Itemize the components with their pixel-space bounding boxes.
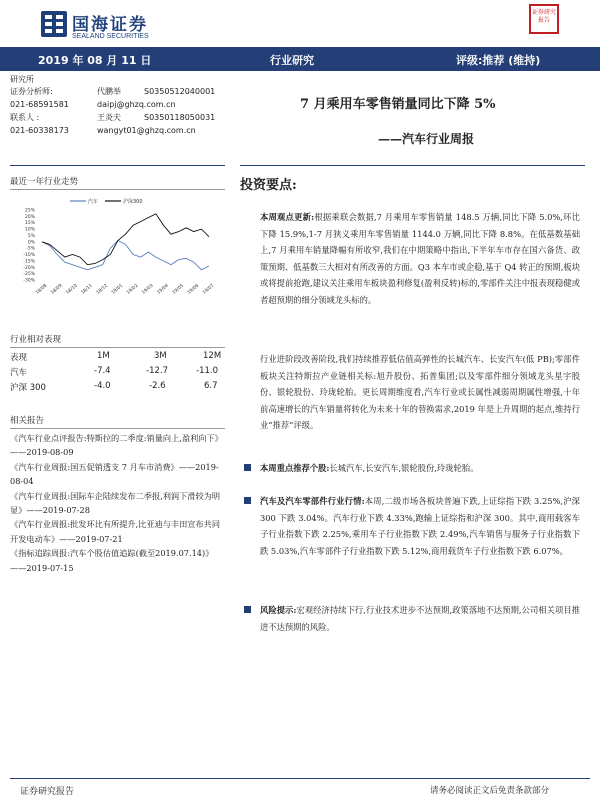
- footer-left: 证券研究报告: [20, 787, 75, 797]
- bullet-text: 本周,二级市场各板块普遍下跌,上证综指下跌 3.25%,沪深 300 下跌 3.04%。汽车行业下跌 4.33%,跑输上证综指和沪深 300。其中,商用载客车子行业指数下跌 2.25%,乘用车子行业指数下跌 2.49%,汽车销售与服务子行业指数下跌 5.03%,汽车零部件子行业指数下跌 5.12%,商用载货车子行业指数下跌 6.07%。: [260, 496, 580, 556]
- report-rating: 评级:推荐 (维持): [456, 54, 541, 67]
- table-header-cell: 12M: [203, 351, 222, 361]
- related-report-item[interactable]: 《汽车行业周报:批发环比有所提升,比亚迪与丰田宣布共同开发电动车》——2019-07-21: [10, 519, 221, 544]
- x-tick-label: 18/10: [65, 283, 79, 296]
- investment-para-1: [260, 209, 580, 308]
- y-tick-label: -10%: [23, 253, 35, 259]
- x-tick-label: 19/03: [141, 283, 155, 296]
- institute-label: 研究所: [10, 75, 34, 84]
- investment-bullet-3: [260, 602, 580, 635]
- bullet-icon: [244, 606, 251, 613]
- y-tick-label: 10%: [24, 227, 35, 233]
- y-tick-label: -25%: [23, 272, 35, 278]
- investment-para-2: [260, 351, 580, 434]
- table-header-cell: 1M: [97, 351, 110, 361]
- y-tick-label: 5%: [27, 233, 35, 239]
- bullet-text: 宏观经济持续下行,行业技术进步不达预期,政策落地不达预期,公司相关项目推进不达预期的风险。: [260, 605, 580, 632]
- table-cell: -2.6: [149, 381, 166, 391]
- related-report-item[interactable]: 《指标追踪周报:汽车个股估值追踪(截至2019.07.14)》——2019-07-15: [10, 548, 214, 573]
- analyst-email[interactable]: daipj@ghzq.com.cn: [97, 100, 176, 109]
- table-header-cell: 表现: [10, 353, 28, 363]
- related-section-title: 相关报告: [10, 416, 45, 426]
- y-tick-label: 0%: [27, 240, 35, 246]
- trend-section-title: 最近一年行业走势: [10, 177, 79, 187]
- related-report-item[interactable]: 《汽车行业点评报告:特斯拉的二季度:销量向上,盈利向下》——2019-08-09: [10, 433, 223, 458]
- bullet-label: 汽车及汽车零部件行业行情:: [260, 496, 365, 506]
- bullet-text: 长城汽车,长安汽车,银轮股份,玲珑轮胎。: [329, 463, 479, 473]
- table-cell: -11.0: [196, 366, 218, 376]
- x-tick-label: 19/07: [202, 283, 216, 296]
- report-date: 2019 年 08 月 11 日: [38, 54, 152, 67]
- related-report-item[interactable]: 《汽车行业周报:国际车企陆续发布二季报,利润下滑较为明显》——2019-07-28: [10, 490, 221, 516]
- bullet-label: 本周重点推荐个股:: [260, 463, 330, 473]
- contact-name: 王炎夫: [97, 113, 121, 122]
- legend-label-hs300: 沪深300: [123, 199, 143, 205]
- perf-section-title: 行业相对表现: [10, 335, 62, 345]
- brand-name-en: SEALAND SECURITIES: [72, 33, 149, 40]
- contact-email[interactable]: wangyt01@ghzq.com.cn: [97, 126, 196, 135]
- y-tick-label: -15%: [23, 259, 35, 265]
- contact-role: 联系人 :: [10, 113, 40, 122]
- legend-label-auto: 汽车: [88, 199, 99, 205]
- report-title: 7 月乘用车零售销量同比下降 5%: [300, 97, 496, 112]
- investment-bullet-2: [260, 493, 580, 559]
- x-tick-label: 18/12: [95, 283, 109, 296]
- table-cell: -7.4: [94, 366, 111, 376]
- table-cell: 6.7: [204, 381, 218, 391]
- y-tick-label: 25%: [24, 208, 35, 214]
- table-row: [10, 366, 218, 380]
- analyst-phone: 021-68591581: [10, 100, 69, 109]
- para-text: 根据乘联会数据,7 月乘用车零售销量 148.5 万辆,同比下降 5.0%,环比下降 15.9%,1-7 月狭义乘用车零售销量 1144.0 万辆,同比下降 8.8%。在低基数基础上,7 月乘用车销量降幅有所收窄,我们在中期策略中指出,下半年车市存在国六备货、政策预期、低基数三大相对有所改善的方面。Q3 本车市或企稳,基于 Q4 转正的预期,板块或将提前抢跑,建议关注乘用车板块盈利修复(盈利反转)标的,零部件关注中报表现稳健或者超预期的细分领域龙头标的。: [260, 212, 580, 305]
- investment-bullet-1: [260, 460, 580, 477]
- table-cell: 汽车: [10, 368, 28, 378]
- x-tick-label: 18/09: [50, 283, 64, 296]
- footer-right: 请务必阅读正文后免责条款部分: [430, 786, 550, 796]
- contact-phone: 021-60338173: [10, 126, 69, 135]
- report-subtitle: ——汽车行业周报: [378, 132, 475, 146]
- table-cell: -12.7: [146, 366, 168, 376]
- table-row: [10, 381, 218, 395]
- performance-table: [0, 0, 230, 400]
- table-header-cell: 3M: [154, 351, 167, 361]
- related-report-list: [10, 431, 225, 575]
- y-tick-label: -5%: [26, 246, 35, 252]
- bullet-icon: [244, 497, 251, 504]
- x-tick-label: 19/01: [111, 283, 125, 296]
- investment-title: 投资要点:: [240, 178, 297, 193]
- table-cell: -4.0: [94, 381, 111, 391]
- y-tick-label: -20%: [23, 265, 35, 271]
- footer-divider: [10, 778, 590, 779]
- x-tick-label: 19/06: [186, 283, 201, 296]
- report-stamp: [529, 4, 559, 34]
- contact-id: S0350118050031: [144, 113, 216, 122]
- x-tick-label: 18/11: [80, 283, 94, 296]
- brand-name-cn: 国海证券: [72, 15, 148, 35]
- x-tick-label: 18/08: [35, 283, 49, 296]
- divider: [10, 428, 225, 429]
- para-label: 本周观点更新:: [260, 212, 315, 222]
- y-tick-label: 15%: [24, 221, 35, 227]
- x-tick-label: 19/02: [126, 283, 140, 296]
- x-tick-label: 19/05: [171, 283, 185, 296]
- divider: [240, 165, 585, 166]
- x-tick-label: 19/04: [156, 283, 170, 296]
- y-tick-label: -30%: [23, 278, 35, 284]
- table-cell: 沪深 300: [10, 383, 46, 393]
- analyst-id: S0350512040001: [144, 87, 216, 96]
- table-header-row: [10, 351, 222, 365]
- analyst-name: 代鹏举: [97, 87, 121, 96]
- report-category: 行业研究: [270, 54, 314, 67]
- bullet-label: 风险提示:: [260, 605, 297, 615]
- related-report-item[interactable]: 《汽车行业周报:国五促销透支 7 月车市消费》——2019-08-04: [10, 461, 219, 487]
- analyst-role: 证券分析师:: [10, 87, 53, 96]
- bullet-icon: [244, 464, 251, 471]
- y-tick-label: 20%: [24, 214, 35, 220]
- para-text: 行业进阶段改善阶段,我们持续推荐低估值高弹性的长城汽车、长安汽车(低 PB);零部件板块关注特斯拉产业链相关标:旭升股份、拓普集团;以及零部件细分领域龙头星宇股份、银轮股份、玲珑轮胎。更长周期维度看,汽车行业或长属性减弱周期属性增强,十年前高速增长的汽车销量将转化为未来十年的替换需求,2019 年是上升周期的起点,维持行业“推荐”评级。: [260, 354, 580, 430]
- stamp-text: 证券研究报告: [532, 9, 557, 24]
